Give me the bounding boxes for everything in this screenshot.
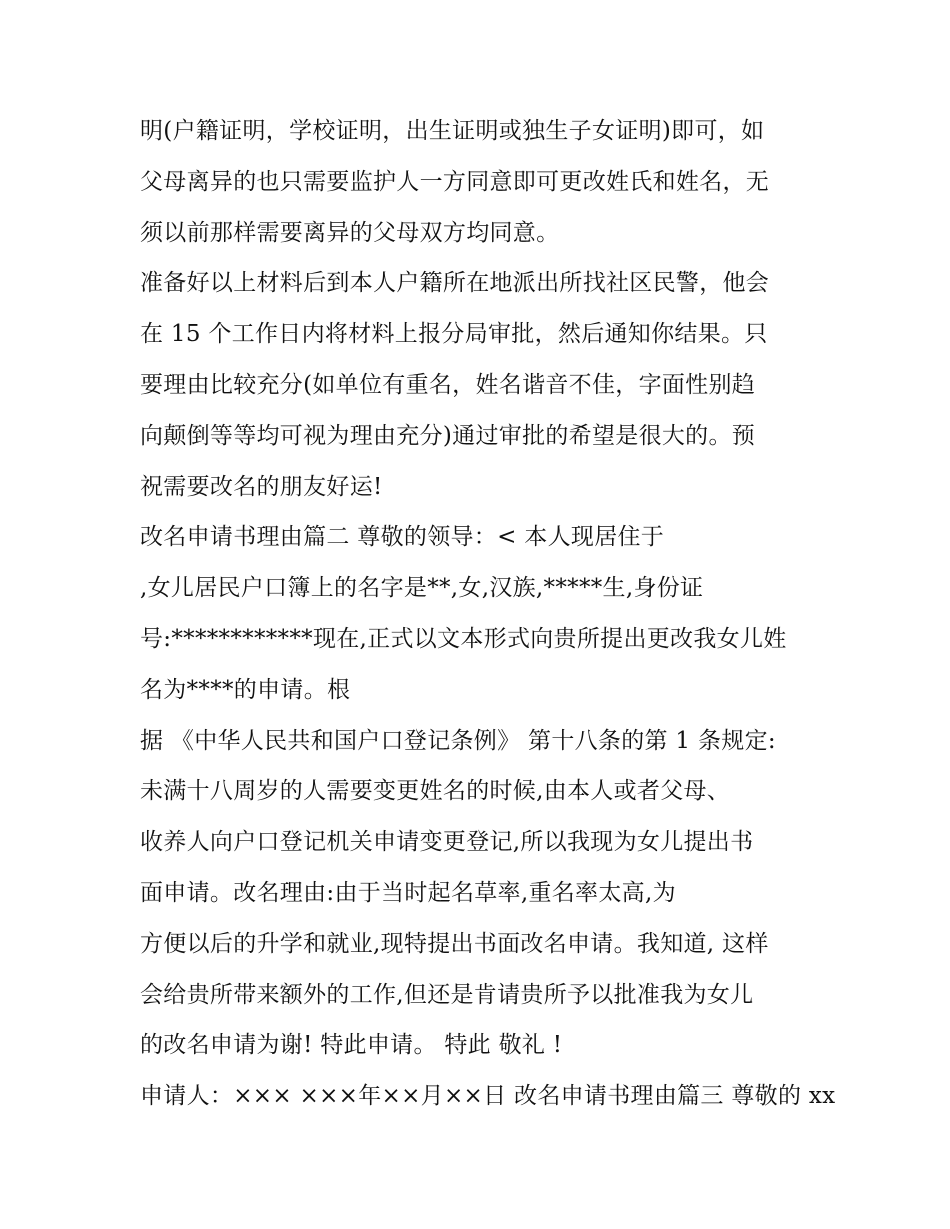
text-line: 名为****的申请。根 bbox=[140, 676, 351, 703]
document-body bbox=[140, 106, 840, 1122]
text-line: 要理由比较充分(如单位有重名，姓名谐音不佳，字面性别趋 bbox=[140, 371, 756, 398]
text-line: 收养人向户口登记机关申请变更登记,所以我现为女儿提出书 bbox=[140, 829, 754, 856]
text-line: 须以前那样需要离异的父母双方均同意。 bbox=[140, 219, 560, 246]
text-line: 向颠倒等等均可视为理由充分)通过审批的希望是很大的。预 bbox=[140, 422, 756, 449]
text-line: 在 15 个工作日内将材料上报分局审批，然后通知你结果。只 bbox=[140, 321, 768, 348]
text-line: 明(户籍证明，学校证明，出生证明或独生子女证明)即可，如 bbox=[140, 118, 765, 144]
text-line: 面申请。改名理由:由于当时起名草率,重名率太高,为 bbox=[140, 879, 676, 906]
text-line: 申请人：××× ×××年××月××日 改名申请书理由篇三 尊敬的 xx bbox=[140, 1083, 836, 1110]
text-line: ,女儿居民户口簿上的名字是**,女,汉族,*****生,身份证 bbox=[140, 575, 704, 602]
text-line: 改名申请书理由篇二 尊敬的领导：< 本人现居住于 bbox=[140, 524, 665, 551]
text-line: 据 《中华人民共和国户口登记条例》 第十八条的第 1 条规定: bbox=[140, 727, 776, 754]
text-line: 祝需要改名的朋友好运! bbox=[140, 473, 383, 500]
text-line: 方便以后的升学和就业,现特提出书面改名申请。我知道, 这样 bbox=[140, 930, 769, 957]
text-line: 准备好以上材料后到本人户籍所在地派出所找社区民警，他会 bbox=[140, 270, 770, 297]
text-line: 的改名申请为谢! 特此申请。 特此 敬礼 ! bbox=[140, 1032, 563, 1059]
text-line: 会给贵所带来额外的工作,但还是肯请贵所予以批准我为女儿 bbox=[140, 981, 754, 1008]
text-line: 号:************现在,正式以文本形式向贵所提出更改我女儿姓 bbox=[140, 625, 787, 652]
text-line: 父母离异的也只需要监护人一方同意即可更改姓氏和姓名，无 bbox=[140, 168, 770, 195]
text-line: 未满十八周岁的人需要变更姓名的时候,由本人或者父母、 bbox=[140, 778, 731, 805]
